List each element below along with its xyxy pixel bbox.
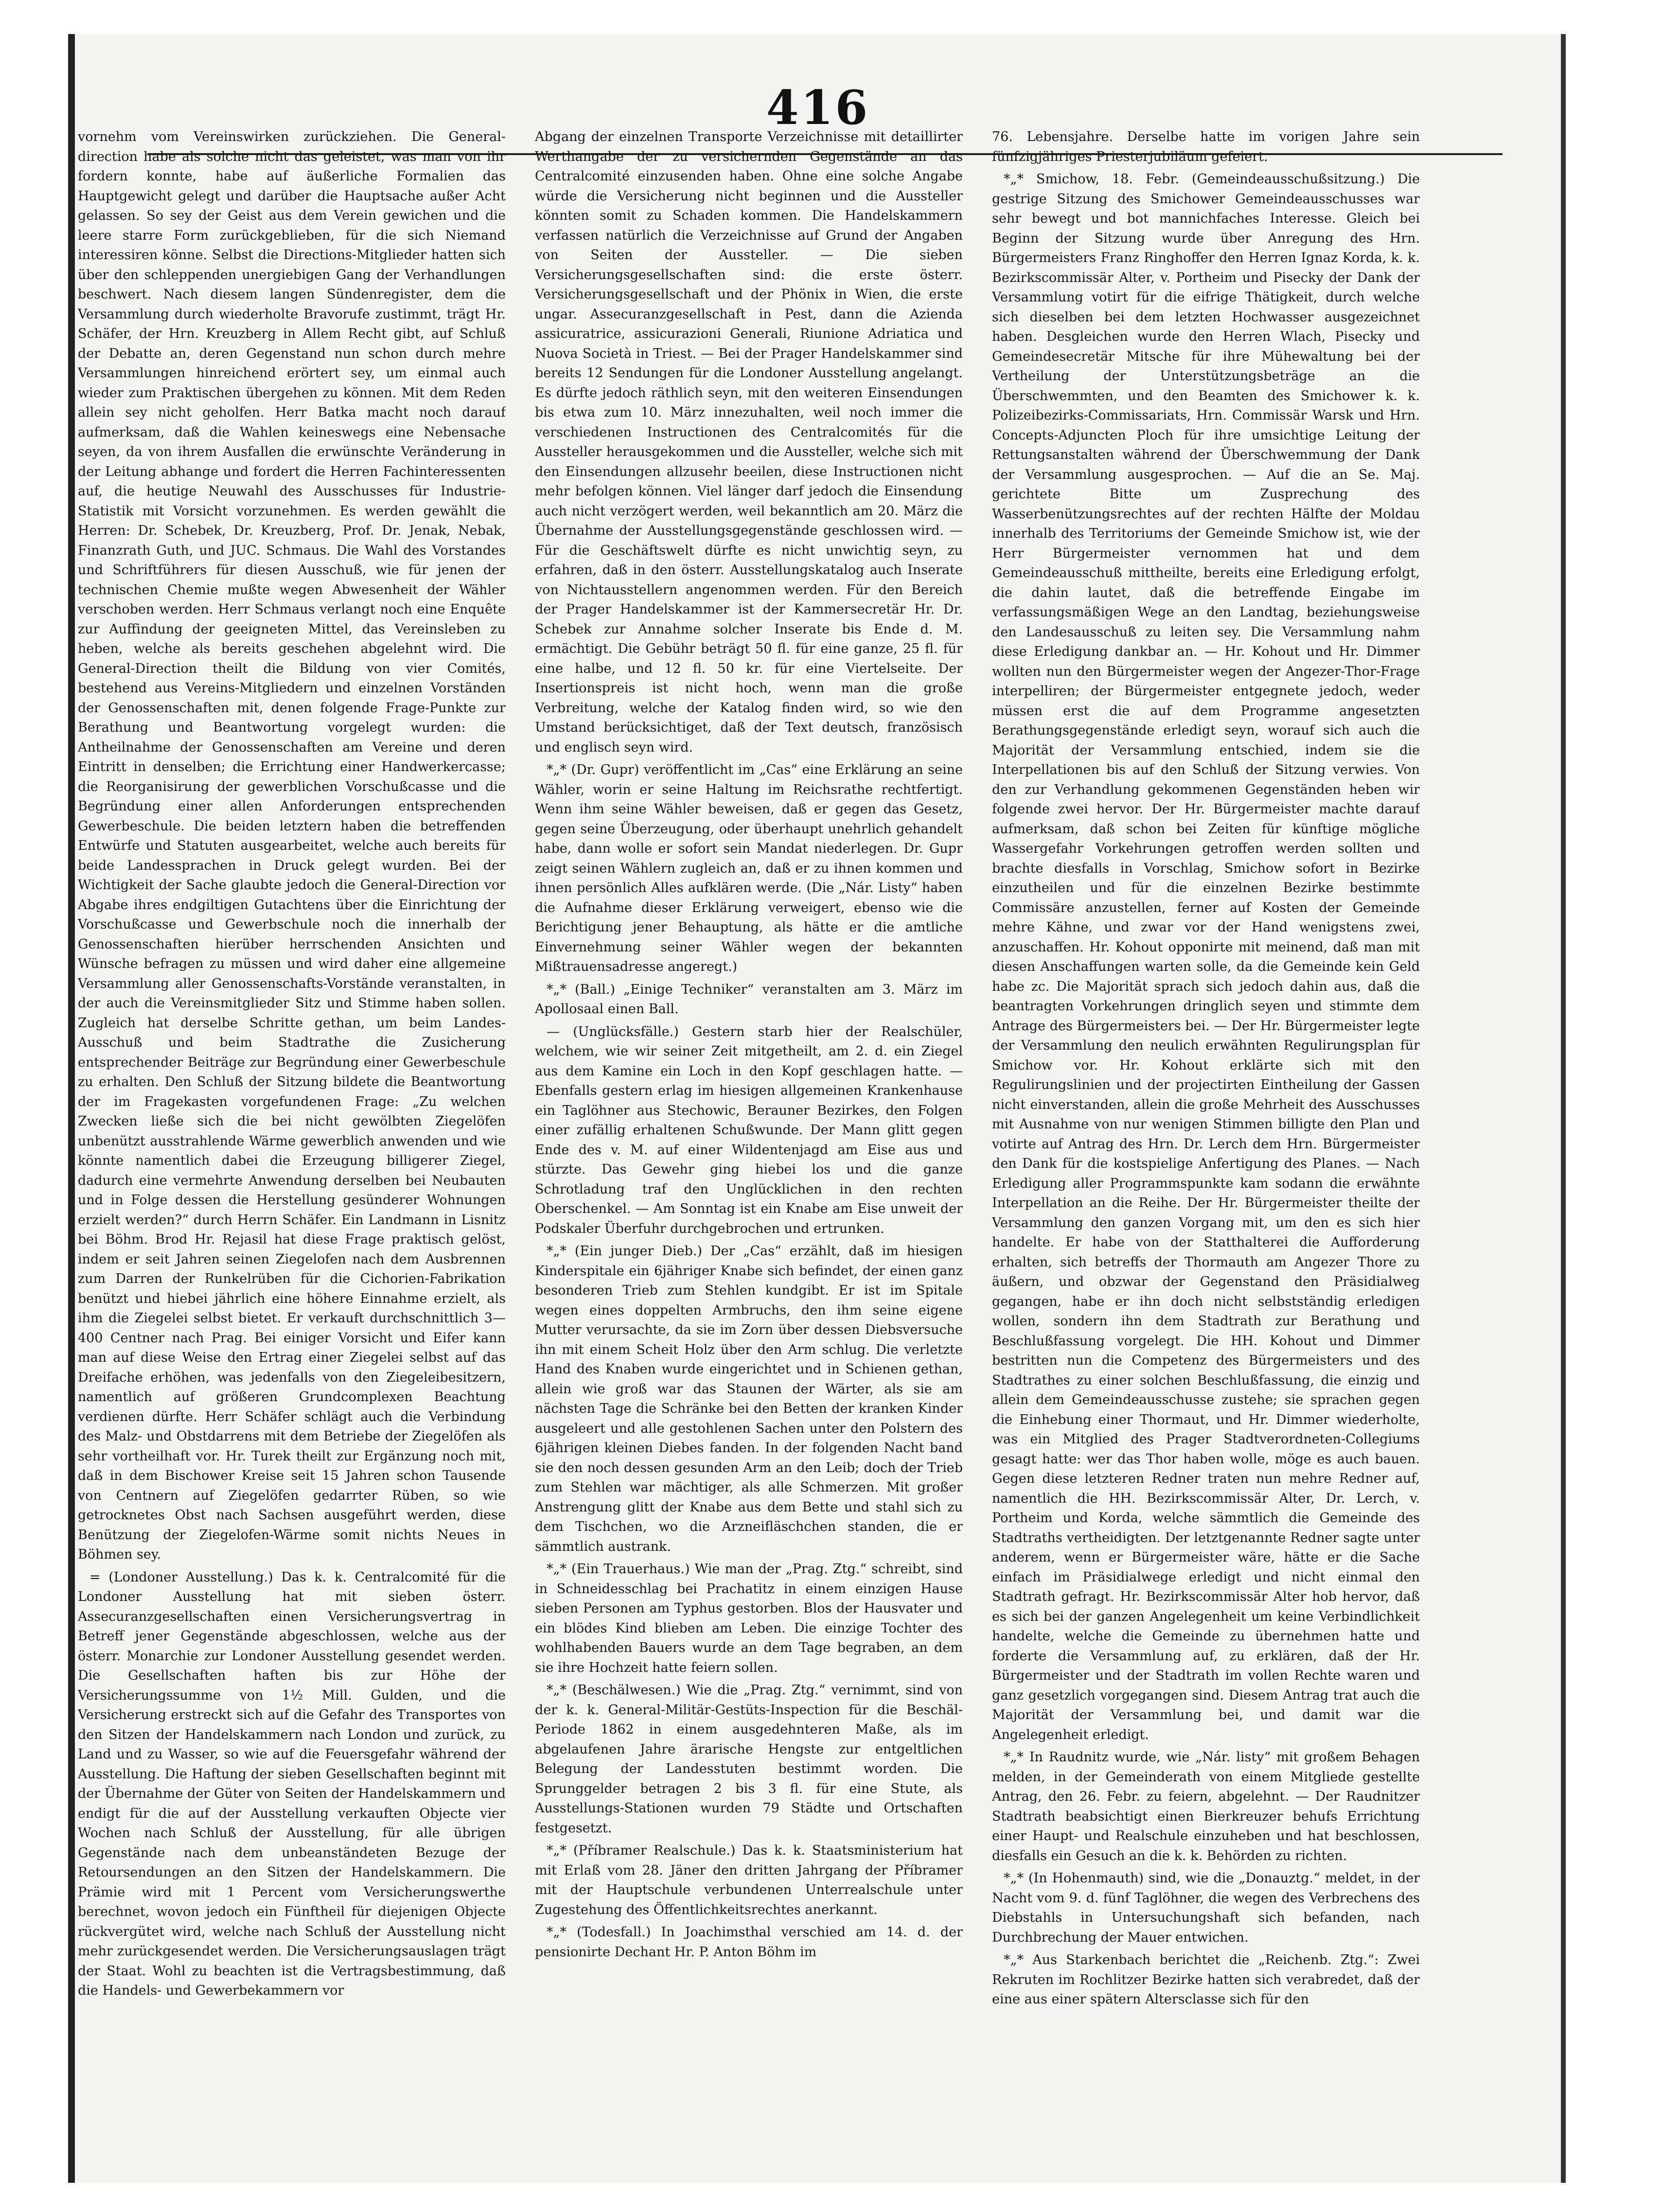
article-paragraph: *„* Aus Starkenbach berichtet die „Reichenb. Ztg.“: Zwei Rekruten im Rochlitzer Bezirke hatten sich verabredet, daß der eine aus einer spätern Altersclasse sich für den: [992, 1952, 1420, 2007]
article-paragraph: vornehm vom Vereinswirken zurückziehen. Die General-direction habe als solche nicht das geleistet, was man von ihr fordern konnte, habe auf äußerliche Formalien das Hauptgewicht gelegt und darüber die Hauptsache außer Acht gelassen. So sey der Geist aus dem Verein gewichen und die leere starre Form zurückgeblieben, für die sich Niemand interessiren könne. Selbst die Directions-Mitglieder hatten sich über den schleppenden unergiebigen Gang der Verhandlungen beschwert. Nach diesem langen Sündenregister, dem die Versammlung durch wiederholte Bravorufe zustimmt, trägt Hr. Schäfer, der Hrn. Kreuzberg in Allem Recht gibt, auf Schluß der Debatte an, deren Gegenstand nun schon durch mehre Versammlungen hinreichend erörtert sey, um einmal auch wieder zum Praktischen übergehen zu können. Mit dem Reden allein sey nicht geholfen. Herr Batka macht noch darauf aufmerksam, daß die Wahlen keineswegs eine Nebensache seyen, da von ihrem Ausfallen die erwünschte Veränderung in der Leitung abhange und fordert die Herren Fachinteressenten auf, die heutige Neuwahl des Ausschusses für Industrie-Statistik mit Vorsicht vorzunehmen. Es werden gewählt die Herren: Dr. Schebek, Dr. Kreuzberg, Prof. Dr. Jenak, Nebak, Finanzrath Guth, und JUC. Schmaus. Die Wahl des Vorstandes und Schriftführers für diesen Ausschuß, wie für jenen der technischen Chemie mußte wegen Abwesenheit der Wähler verschoben werden. Herr Schmaus verlangt noch eine Enquête zur Auffindung der geeigneten Mittel, das Vereinsleben zu heben, welche als bereits geschehen abgelehnt wird. Die General-Direction theilt die Bildung von vier Comités, bestehend aus Vereins-Mitgliedern und einzelnen Vorständen der Genossenschaften mit, denen folgende Frage-Punkte zur Berathung und Beantwortung vorgelegt wurden: die Antheilnahme der Genossenschaften am Vereine und deren Eintritt in denselben; die Errichtung einer Handwerkercasse; die Reorganisirung der gewerblichen Vorschußcasse und die Begründung einer allen Anforderungen entsprechenden Gewerbeschule. Die beiden letztern haben die betreffenden Entwürfe und Statuten ausgearbeitet, welche auch bereits für beide Landessprachen in Druck gelegt wurden. Bei der Wichtigkeit der Sache glaubte jedoch die General-Direction vor Abgabe ihres endgiltigen Gutachtens über die Einrichtung der Vorschußcasse und Gewerbschule noch die innerhalb der Genossenschaften hierüber herrschenden Ansichten und Wünsche befragen zu müssen und wird daher eine allgemeine Versammlung aller Genossenschafts-Vorstände veranstalten, in der auch die Vereinsmitglieder Sitz und Stimme haben sollen. Zugleich hat derselbe Schritte gethan, um beim Landes-Ausschuß und beim Stadtrathe die Zusicherung entsprechender Beiträge zur Begründung einer Gewerbeschule zu erhalten. Den Schluß der Sitzung bildete die Beantwortung der im Fragekasten vorgefundenen Frage: „Zu welchen Zwecken ließe sich die bei nicht gewölbten Ziegelöfen unbenützt ausstrahlende Wärme gewerblich anwenden und wie könnte namentlich dabei die Erzeugung billigerer Ziegel, dadurch eine vermehrte Anwendung derselben bei Neubauten und in Folge dessen die Herstellung gesünderer Wohnungen erzielt werden?“ durch Herrn Schäfer. Ein Landmann in Lisnitz bei Böhm. Brod Hr. Rejasil hat diese Frage praktisch gelöst, indem er seit Jahren seinen Ziegelofen nach dem Ausbrennen zum Darren der Runkelrüben für die Cichorien-Fabrikation benützt und hiebei jährlich eine höhere Einnahme erzielt, als ihm die Ziegelei selbst bietet. Er verkauft durchschnittlich 3—400 Centner nach Prag. Bei einiger Vorsicht und Eifer kann man auf diese Weise den Ertrag einer Ziegelei selbst auf das Dreifache erhöhen, was jedenfalls von den Ziegeleibesitzern, namentlich auf größeren Grundcomplexen Beachtung verdienen dürfte. Herr Schäfer schlägt auch die Verbindung des Malz- und Obstdarrens mit dem Betriebe der Ziegelöfen als sehr vortheilhaft vor. Hr. Turek theilt zur Ergänzung noch mit, daß in dem Bischower Kreise seit 15 Jahren schon Tausende von Centnern auf Ziegelöfen gedarrter Rüben, so wie getrocknetes Obst nach Sachsen ausgeführt werden, diese Benützung der Ziegelofen-Wärme somit nichts Neues in Böhmen sey.: [78, 129, 506, 1562]
article-paragraph: *„* (Ein Trauerhaus.) Wie man der „Prag. Ztg.“ schreibt, sind in Schneidesschlag bei Prachatitz in einem einzigen Hause sieben Personen am Typhus gestorben. Blos der Hausvater und ein blödes Kind blieben am Leben. Die einzige Tochter des wohlhabenden Bauers wurde an dem Tage begraben, an dem sie ihre Hochzeit hatte feiern sollen.: [535, 1562, 963, 1675]
column-left: [78, 127, 506, 2121]
article-paragraph: *„* (Ein junger Dieb.) Der „Cas“ erzählt, daß im hiesigen Kinderspitale ein 6jähriger Knabe sich befindet, der einen ganz besonderen Trieb zum Stehlen kundgibt. Er ist im Spitale wegen eines doppelten Armbruchs, den ihm seine eigene Mutter verursachte, da sie im Zorn über dessen Diebsversuche ihn mit einem Scheit Holz über den Arm schlug. Die verletzte Hand des Knaben wurde eingerichtet und in Schienen gethan, allein wie groß war das Staunen der Wärter, als sie am nächsten Tage die Schränke bei den Betten der kranken Kinder ausgeleert und alle gestohlenen Sachen unter den Polstern des 6jährigen kleinen Diebes fanden. In der folgenden Nacht band sie den noch dessen gesunden Arm an den Leib; doch der Trieb zum Stehlen war mächtiger, als alle Schmerzen. Mit großer Anstrengung glitt der Knabe aus dem Bette und stahl sich zu dem Tischchen, wo die Arzneifläschchen standen, die er sämmtlich austrank.: [535, 1244, 963, 1554]
page-number: 416: [766, 80, 870, 135]
article-paragraph: *„* Smichow, 18. Febr. (Gemeindeausschußsitzung.) Die gestrige Sitzung des Smichower Gemeindeausschusses war sehr bewegt und bot mannichfaches Interesse. Gleich bei Beginn der Sitzung wurde über Anregung des Hrn. Bürgermeisters Franz Ringhoffer den Herren Ignaz Korda, k. k. Bezirkscommissär Alter, v. Portheim und Pisecky der Dank der Versammlung votirt für die eifrige Thätigkeit, durch welche sich dieselben bei dem letzten Hochwasser ausgezeichnet haben. Desgleichen wurde den Herren Wlach, Pisecky und Gemeindesecretär Mitsche für ihre Mühewaltung bei der Vertheilung der Unterstützungsbeträge an die Überschwemmten, und den Beamten des Smichower k. k. Polizeibezirks-Commissariats, Hrn. Commissär Warsk und Hrn. Concepts-Adjuncten Ploch für ihre umsichtige Leitung der Rettungsanstalten während der Überschwemmung der Dank der Versammlung ausgesprochen. — Auf die an Se. Maj. gerichtete Bitte um Zusprechung des Wasserbenützungsrechtes auf der rechten Hälfte der Moldau innerhalb des Territoriums der Gemeinde Smichow ist, wie der Herr Bürgermeister vernommen hat und dem Gemeindeausschuß mittheilte, bereits eine Erledigung erfolgt, die dahin lautet, daß die betreffende Eingabe im verfassungsmäßigen Wege an den Landtag, beziehungsweise den Landesausschuß zu leiten sey. Die Versammlung nahm diese Erledigung dankbar an. — Hr. Kohout und Hr. Dimmer wollten nun den Bürgermeister wegen der Angezer-Thor-Frage interpelliren; der Bürgermeister entgegnete jedoch, weder müssen erst die auf dem Programme angesetzten Berathungsgegenstände erledigt seyn, worauf sich auch die Majorität der Versammlung entschied, indem sie die Interpellationen bis auf den Schluß der Sitzung verwies. Von den zur Verhandlung gekommenen Gegenständen heben wir folgende zwei hervor. Der Hr. Bürgermeister machte darauf aufmerksam, daß schon bei Zeiten für künftige mögliche Wassergefahr Vorkehrungen getroffen werden sollten und brachte diesfalls in Vorschlag, Smichow sofort in Bezirke einzutheilen und für die einzelnen Bezirke bestimmte Commissäre anzustellen, ferner auf Kosten der Gemeinde mehre Kähne, und zwar vor der Hand wenigstens zwei, anzuschaffen. Hr. Kohout opponirte mit meinend, daß man mit diesen Anschaffungen warten solle, da die Gemeinde kein Geld habe zc. Die Majorität sprach sich jedoch dahin aus, daß die beantragten Vorkehrungen dringlich seyen und stimmte dem Antrage des Bürgermeisters bei. — Der Hr. Bürgermeister legte der Versammlung den neulich erwähnten Regulirungsplan für Smichow vor. Hr. Kohout erklärte sich mit den Regulirungslinien und der projectirten Eintheilung der Gassen nicht einverstanden, allein die große Mehrheit des Ausschusses mit Ausnahme von nur wenigen Stimmen billigte den Plan und votirte auf Antrag des Hrn. Dr. Lerch dem Hrn. Bürgermeister den Dank für die kostspielige Anfertigung des Planes. — Nach Erledigung aller Programmspunkte kam sodann die erwähnte Interpellation an die Reihe. Der Hr. Bürgermeister theilte der Versammlung den ganzen Vorgang mit, um den es sich hier handelte. Er habe von der Statthalterei die Aufforderung erhalten, sich betreffs der Thormauth am Angezer Thore zu äußern, und obzwar der Gegenstand den Präsidialweg gegangen, habe er ihn doch nicht selbstständig erledigen wollen, sondern ihn dem Stadtrath zur Berathung und Beschlußfassung vorgelegt. Die HH. Kohout und Dimmer bestritten nun die Competenz des Bürgermeisters und des Stadtrathes zu einer solchen Beschlußfassung, die einzig und allein dem Gemeindeausschusse zustehe; sie sprachen gegen die Einhebung einer Thormaut, und Hr. Dimmer wiederholte, was ein Mitglied des Prager Stadtverordneten-Collegiums gesagt hatte: wer das Thor haben wolle, möge es auch bauen. Gegen diese letzteren Redner traten nun mehre Redner auf, namentlich die HH. Bezirkscommissär Alter, Dr. Lerch, v. Portheim und Korda, welche sämmtlich die Gemeinde des Stadtraths vertheidigten. Der letztgenannte Redner sagte unter anderem, wenn er Bürgermeister wäre, hätte er die Sache einfach im Präsidialwege erledigt und nicht einmal den Stadtrath gefragt. Hr. Bezirkscommissär Alter hob hervor, daß es sich bei der ganzen Angelegenheit um keine Verbindlichkeit handelte, welche die Gemeinde zu übernehmen hatte und forderte die Versammlung auf, zu erklären, daß der Hr. Bürgermeister und der Stadtrath im vollen Rechte waren und ganz gesetzlich vorgegangen sind. Diesem Antrag trat auch die Majorität der Versammlung bei, und damit war die Angelegenheit erledigt.: [992, 172, 1420, 1742]
article-paragraph: *„* (In Hohenmauth) sind, wie die „Donauztg.“ meldet, in der Nacht vom 9. d. fünf Taglöhner, die wegen des Verbrechens des Diebstahls in Untersuchungshaft sich befanden, nach Durchbrechung der Mauer entwichen.: [992, 1871, 1420, 1945]
article-paragraph: *„* (Todesfall.) In Joachimsthal verschied am 14. d. der pensionirte Dechant Hr. P. Anton Böhm im: [535, 1925, 963, 1960]
article-paragraph: *„* (Beschälwesen.) Wie die „Prag. Ztg.“ vernimmt, sind von der k. k. General-Militär-Gestüts-Inspection für die Beschäl-Periode 1862 in einem ausgedehnteren Maße, als im abgelaufenen Jahre ärarische Hengste zur entgeltlichen Belegung der Landesstuten bestimmt worden. Die Sprunggelder betragen 2 bis 3 fl. für eine Stute, als Ausstellungs-Stationen wurden 79 Städte und Ortschaften festgesetzt.: [535, 1683, 963, 1836]
article-paragraph: *„* (Ball.) „Einige Techniker“ veranstalten am 3. März im Apollosaal einen Ball.: [535, 982, 963, 1017]
article-paragraph: Abgang der einzelnen Transporte Verzeichnisse mit detaillirter Werthangabe der zu versichernden Gegenstände an das Centralcomité einzusenden haben. Ohne eine solche Angabe würde die Versicherung nicht beginnen und die Aussteller könnten somit zu Schaden kommen. Die Handelskammern verfassen natürlich die Verzeichnisse auf Grund der Angaben von Seiten der Aussteller. — Die sieben Versicherungsgesellschaften sind: die erste österr. Versicherungsgesellschaft und der Phönix in Wien, die erste ungar. Assecuranzgesellschaft in Pest, dann die Azienda assicuratrice, assicurazioni Generali, Riunione Adriatica und Nuova Società in Triest. — Bei der Prager Handelskammer sind bereits 12 Sendungen für die Londoner Ausstellung angelangt. Es dürfte jedoch räthlich seyn, mit den weiteren Einsendungen bis etwa zum 10. März innezuhalten, weil noch immer die verschiedenen Instructionen des Centralcomités für die Aussteller herausgekommen und die Aussteller, welche sich mit den Einsendungen allzusehr beeilen, diese Instructionen nicht mehr befolgen können. Viel länger darf jedoch die Einsendung auch nicht verzögert werden, weil bekanntlich am 20. März die Übernahme der Ausstellungsgegenstände geschlossen wird. — Für die Geschäftswelt dürfte es nicht unwichtig seyn, zu erfahren, daß in den österr. Ausstellungskatalog auch Inserate von Nichtausstellern angenommen werden. Für den Bereich der Prager Handelskammer ist der Kammersecretär Hr. Dr. Schebek zur Annahme solcher Inserate bis Ende d. M. ermächtigt. Die Gebühr beträgt 50 fl. für eine ganze, 25 fl. für eine halbe, und 12 fl. 50 kr. für eine Viertelseite. Der Insertionspreis ist nicht hoch, wenn man die große Verbreitung, welche der Katalog finden wird, so wie den Umstand berücksichtiget, daß der Text deutsch, französisch und englisch seyn wird.: [535, 129, 963, 755]
article-paragraph: — (Unglücksfälle.) Gestern starb hier der Realschüler, welchem, wie wir seiner Zeit mitgetheilt, am 2. d. ein Ziegel aus dem Kamine ein Loch in den Kopf geschlagen hatte. — Ebenfalls gestern erlag im hiesigen allgemeinen Krankenhause ein Taglöhner aus Stechowic, Berauner Bezirkes, den Folgen einer zufällig erhaltenen Schußwunde. Der Mann glitt gegen Ende des v. M. auf einer Wildentenjagd am Eise aus und stürzte. Das Gewehr ging hiebei los und die ganze Schrotladung traf den Unglücklichen in den rechten Oberschenkel. — Am Sonntag ist ein Knabe am Eise unweit der Podskaler Überfuhr durchgebrochen und ertrunken.: [535, 1024, 963, 1236]
article-paragraph: 76. Lebensjahre. Derselbe hatte im vorigen Jahre sein fünfzigjähriges Priesterjubiläum gefeiert.: [992, 129, 1420, 164]
column-right: [992, 127, 1420, 2121]
article-paragraph: = (Londoner Ausstellung.) Das k. k. Centralcomité für die Londoner Ausstellung hat mit sieben österr. Assecuranzgesellschaften einen Versicherungsvertrag in Betreff jener Gegenstände abgeschlossen, welche aus der österr. Monarchie zur Londoner Ausstellung gesendet werden. Die Gesellschaften haften bis zur Höhe der Versicherungssumme von 1½ Mill. Gulden, und die Versicherung erstreckt sich auf die Gefahr des Transportes von den Sitzen der Handelskammern nach London und zurück, zu Land und zu Wasser, so wie auf die Feuersgefahr während der Ausstellung. Die Haftung der sieben Gesellschaften beginnt mit der Übernahme der Güter von Seiten der Handelskammern und endigt für die auf der Ausstellung verkauften Objecte vier Wochen nach Schluß der Ausstellung, für alle übrigen Gegenstände nach dem unbeanständeten Bezuge der Retoursendungen an den Sitzen der Handelskammern. Die Prämie wird mit 1 Percent vom Versicherungswerthe berechnet, wovon jedoch ein Fünftheil für diejenigen Objecte rückvergütet wird, welche nach Schluß der Ausstellung nicht mehr zurückgesendet werden. Die Versicherungsauslagen trägt der Staat. Wohl zu beachten ist die Vertragsbestimmung, daß die Handels- und Gewerbekammern vor: [78, 1569, 506, 1998]
article-paragraph: *„* (Příbramer Realschule.) Das k. k. Staatsministerium hat mit Erlaß vom 28. Jäner den dritten Jahrgang der Příbramer mit der Hauptschule verbundenen Unterrealschule unter Zugestehung des Öffentlichkeitsrechtes anerkannt.: [535, 1843, 963, 1917]
article-paragraph: *„* In Raudnitz wurde, wie „Nár. listy“ mit großem Behagen melden, in der Gemeinderath von einem Mitgliede gestellte Antrag, den 26. Febr. zu feiern, abgelehnt. — Der Raudnitzer Stadtrath beabsichtigt einen Bierkreuzer behufs Errichtung einer Haupt- und Realschule einzuheben und hat beschlossen, diesfalls ein Gesuch an die k. k. Behörden zu richten.: [992, 1750, 1420, 1863]
article-paragraph: *„* (Dr. Gupr) veröffentlicht im „Cas“ eine Erklärung an seine Wähler, worin er seine Haltung im Reichsrathe rechtfertigt. Wenn ihm seine Wähler beweisen, daß er gegen das Gesetz, gegen seine Überzeugung, oder überhaupt unehrlich gehandelt habe, dann wolle er sofort sein Mandat niederlegen. Dr. Gupr zeigt seinen Wählern zugleich an, daß er zu ihnen kommen und ihnen persönlich Alles aufklären werde. (Die „Nár. Listy“ haben die Aufnahme dieser Erklärung verweigert, ebenso wie die Berichtigung jener Behauptung, als hätte er die amtliche Einvernehmung seiner Wähler wegen der bekannten Mißtrauensadresse angeregt.): [535, 762, 963, 974]
column-middle: [535, 127, 963, 2121]
text-columns: [78, 127, 1420, 2121]
